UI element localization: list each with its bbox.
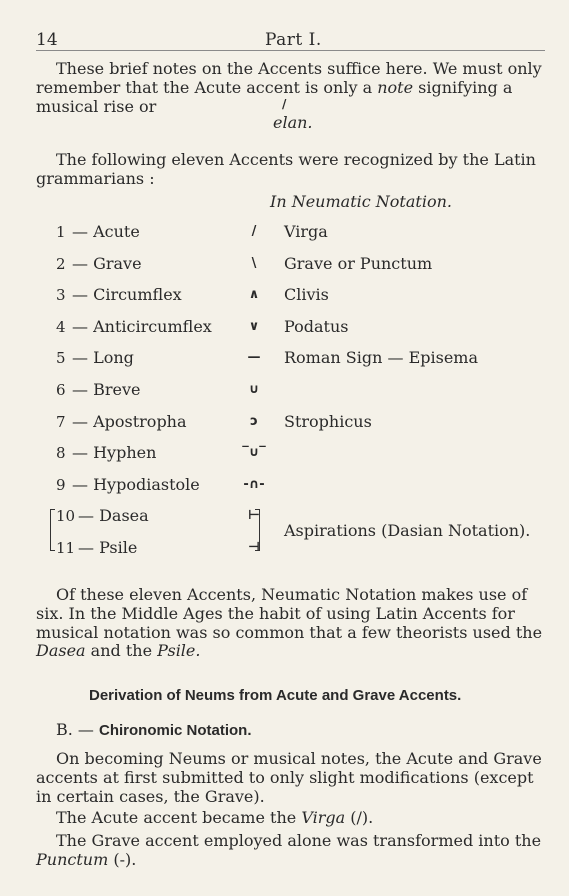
accent-symbol: \ [251,256,257,271]
virga-word: Virga [301,808,346,827]
running-header: Part I. [265,30,322,50]
para4-line3: in certain cases, the Grave). [36,787,265,806]
dasea-word: Dasea [36,641,86,660]
aspirations-label: Aspirations (Dasian Notation). [284,521,531,540]
section-heading: Derivation of Neums from Acute and Grave Accents. [89,687,462,704]
accent-name: — Apostropha [72,412,187,431]
punctum-word: Punctum [36,850,109,869]
accent-number: 9 [56,476,66,494]
accent-row [56,285,182,307]
para4-line2: accents at first submitted to only slight modifications (except [36,768,534,787]
accent-name: — Hyphen [72,443,157,462]
accent-name: — Psile [78,538,138,557]
para1-elan: elan. [273,113,313,132]
para1-line2-text: remember that the Acute accent is only a [36,78,378,97]
accent-symbol: / [251,224,257,239]
accent-symbol: ∪ [248,382,260,397]
accent-name: — Dasea [78,506,149,525]
right-bracket [255,509,260,551]
neumatic-equivalent: Grave or Punctum [284,254,433,273]
para1-line3: musical rise or [36,97,157,116]
accent-row [56,443,156,465]
para6-line1: The Grave accent employed alone was transformed into the [56,831,542,850]
accent-row [56,475,200,497]
accent-row [56,254,142,276]
accent-number: 7 [56,413,66,431]
accent-symbol: ∨ [248,319,260,334]
accent-row [56,538,137,560]
accent-number: 6 [56,381,66,399]
para3-line1: Of these eleven Accents, Neumatic Notation makes use of [56,585,528,604]
acute-accent-glyph: / [282,97,287,111]
accent-row [56,412,187,434]
para1-line2-end: signifying a [413,78,513,97]
accent-name: — Anticircumflex [72,317,212,336]
para3-and: and the [85,641,158,660]
page-number: 14 [36,30,58,50]
accent-symbol: ⊣ [248,540,260,555]
neumatic-equivalent: Podatus [284,317,349,336]
accent-symbol: ‾∪‾ [242,445,266,460]
accent-name: — Circumflex [72,285,182,304]
accent-name: — Grave [72,254,142,273]
para6-line2 [36,850,136,869]
accent-number: 8 [56,444,66,462]
accent-name: — Breve [72,380,141,399]
accent-name: — Long [72,348,134,367]
subsection-prefix: B. — [56,720,100,739]
accent-row [56,348,134,370]
accent-number: 11 [56,539,76,557]
accent-name: — Hypodiastole [72,475,200,494]
left-bracket [50,509,55,551]
para1-note-word: note [377,78,414,97]
accent-symbol: ɔ [250,414,258,429]
neumatic-equivalent: Roman Sign — Episema [284,348,479,367]
accent-row [56,380,140,402]
accent-symbol: ∧ [248,287,260,302]
header-rule [36,50,545,51]
para5-text-a: The Acute accent became the [56,808,302,827]
accent-name: — Acute [72,222,140,241]
para2-line1: The following eleven Accents were recognized by the Latin [56,150,536,169]
accent-number: 3 [56,286,66,304]
accent-row [56,222,140,244]
accent-row [56,506,149,528]
accent-number: 1 [56,223,66,241]
accent-number: 10 [56,507,76,525]
accent-symbol: -∩- [243,477,265,492]
neumatic-column-header: In Neumatic Notation. [270,192,452,211]
accent-symbol: — [247,350,261,365]
para4-line1: On becoming Neums or musical notes, the Acute and Grave [56,749,542,768]
subsection-title: Chironomic Notation. [99,722,252,739]
para3-line2: six. In the Middle Ages the habit of using Latin Accents for [36,604,515,623]
accent-number: 2 [56,255,66,273]
psile-word: Psile. [157,641,201,660]
neumatic-equivalent: Strophicus [284,412,372,431]
para6-end: (-). [108,850,137,869]
accent-number: 5 [56,349,66,367]
para1-line2 [36,78,548,97]
accent-symbol: ⊢ [248,508,260,523]
para3-line3: musical notation was so common that a few theorists used the [36,623,543,642]
subsection-heading [56,720,252,739]
neumatic-equivalent: Virga [284,222,328,241]
accent-number: 4 [56,318,66,336]
para5 [56,808,373,827]
para1-line1: These brief notes on the Accents suffice here. We must only [56,59,542,78]
accent-row [56,317,212,339]
para5-text-b: (/). [345,808,374,827]
para3-line4 [36,641,200,660]
para2-line2: grammarians : [36,169,155,188]
neumatic-equivalent: Clivis [284,285,329,304]
